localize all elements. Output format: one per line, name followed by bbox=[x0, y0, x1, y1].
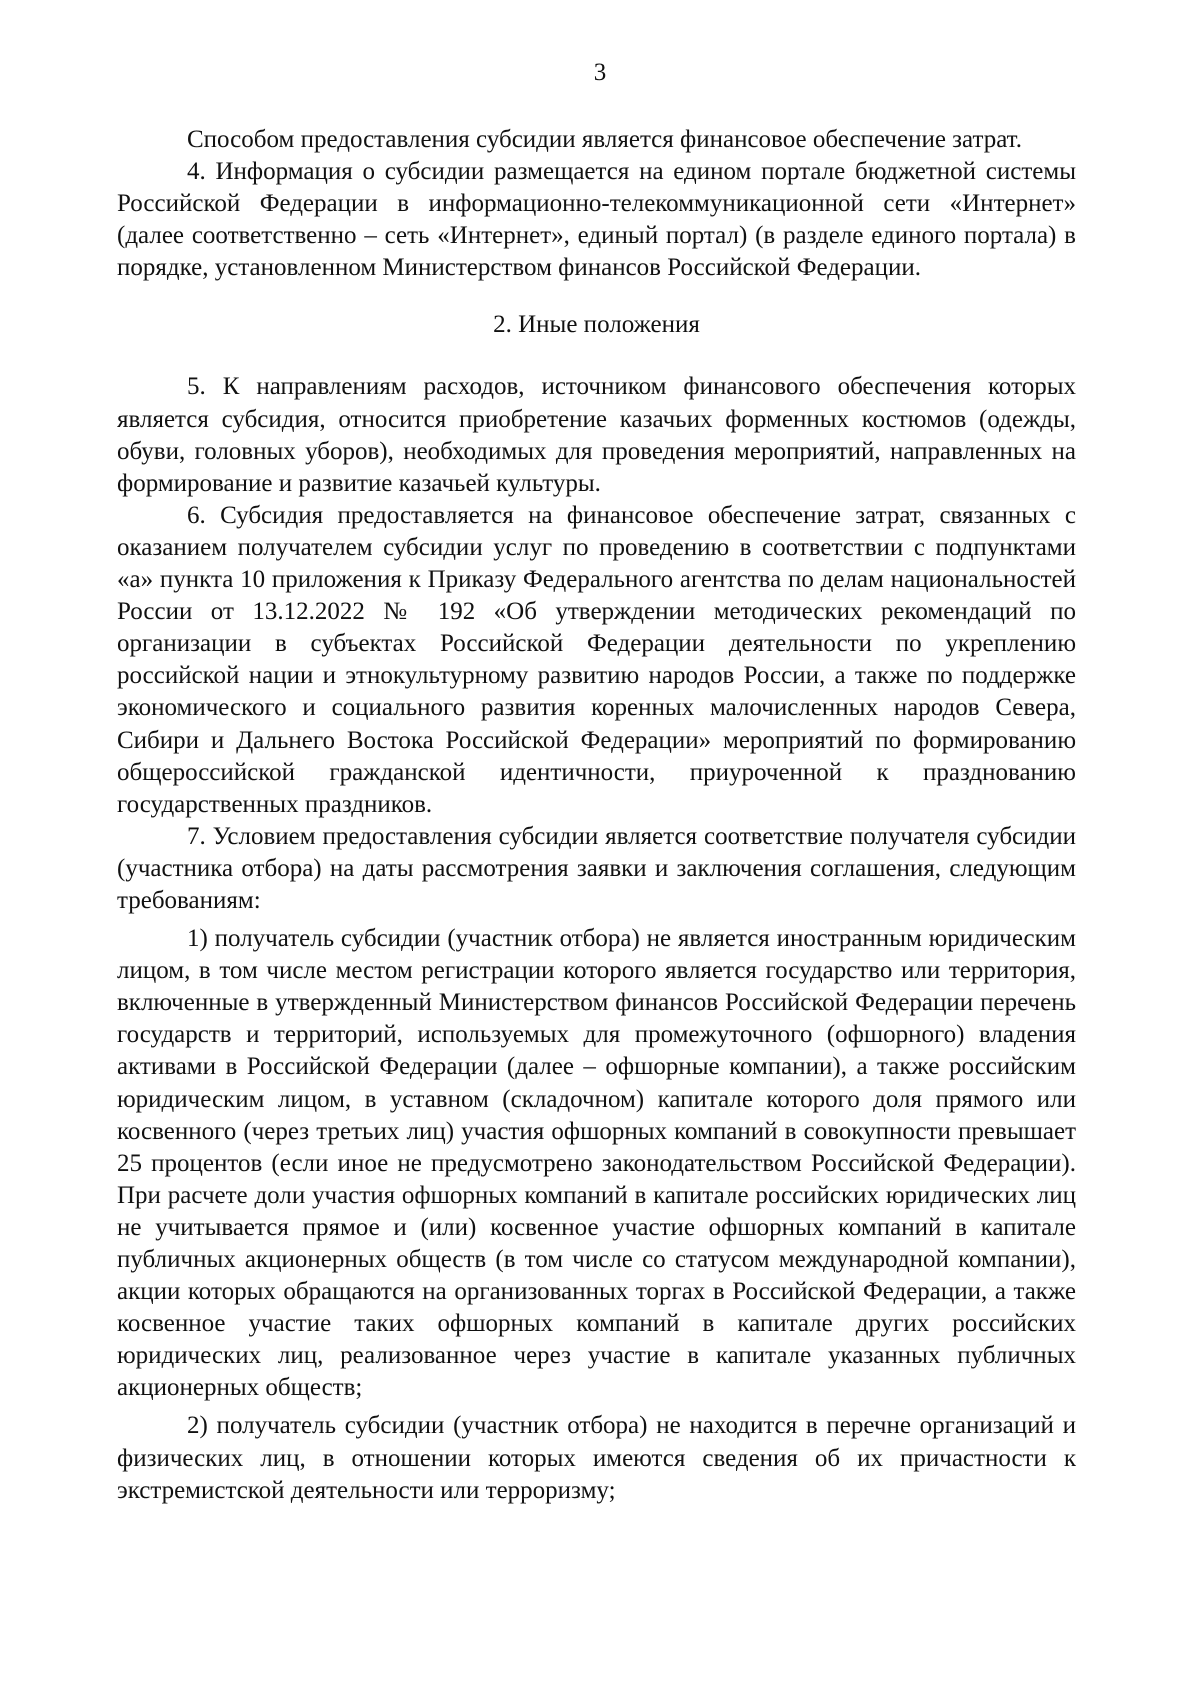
paragraph-7-item-1: 1) получатель субсидии (участник отбора) не является иностранным юридическим лицом, в том числе местом регистрации которого является государство или территория, включенные в утвержденный Министерством финансов Российской Федерации перечень государств и территорий, используемых для промежуточного (офшорного) владения активами в Российской Федерации (далее – офшорные компании), а также российским юридическим лицом, в уставном (складочном) капитале которого доля прямого или косвенного (через третьих лиц) участия офшорных компаний в совокупности превышает 25 процентов (если иное не предусмотрено законодательством Российской Федерации). При расчете доли участия офшорных компаний в капитале российских юридических лиц не учитывается прямое и (или) косвенное участие офшорных компаний в капитале публичных акционерных обществ (в том числе со статусом международной компании), акции которых обращаются на организованных торгах в Российской Федерации, а также косвенное участие таких офшорных компаний в капитале других российских юридических лиц, реализованное через участие в капитале указанных публичных акционерных обществ; bbox=[117, 925, 1076, 1402]
paragraph-7: 7. Условием предоставления субсидии является соответствие получателя субсидии (участника отбора) на даты рассмотрения заявки и заключения соглашения, следующим требованиям: bbox=[117, 822, 1076, 914]
paragraph-4: 4. Информация о субсидии размещается на едином портале бюджетной системы Российской Федерации в информационно-телекоммуникационной сети «Интернет» (далее соответственно – сеть «Интернет», единый портал) (в разделе единого портала) в порядке, установленном Министерством финансов Российской Федерации. bbox=[117, 158, 1076, 282]
document-body bbox=[117, 124, 1076, 1507]
page-number: 3 bbox=[593, 59, 607, 86]
paragraph-subsidy-method: Способом предоставления субсидии является финансовое обеспечение затрат. bbox=[187, 126, 1022, 153]
paragraph-5: 5. К направлениям расходов, источником финансового обеспечения которых является субсидия, относится приобретение казачьих форменных костюмов (одежды, обуви, головных уборов), необходимых для проведения мероприятий, направленных на формирование и развитие казачьей культуры. bbox=[117, 373, 1076, 497]
section-heading: 2. Иные положения bbox=[493, 311, 700, 339]
paragraph-7-item-2: 2) получатель субсидии (участник отбора) не находится в перечне организаций и физических лиц, в отношении которых имеются сведения об их причастности к экстремистской деятельности или терроризму; bbox=[117, 1412, 1076, 1504]
paragraph-6: 6. Субсидия предоставляется на финансовое обеспечение затрат, связанных с оказанием получателем субсидии услуг по проведению в соответствии с подпунктами «а» пункта 10 приложения к Приказу Федерального агентства по делам национальностей России от 13.12.2022 № 192 «Об утверждении методических рекомендаций по организации в субъектах Российской Федерации деятельности по укреплению российской нации и этнокультурному развитию народов России, а также по поддержке экономического и социального развития коренных малочисленных народов Севера, Сибири и Дальнего Востока Российской Федерации» мероприятий по формированию общероссийской гражданской идентичности, приуроченной к празднованию государственных праздников. bbox=[117, 501, 1076, 818]
